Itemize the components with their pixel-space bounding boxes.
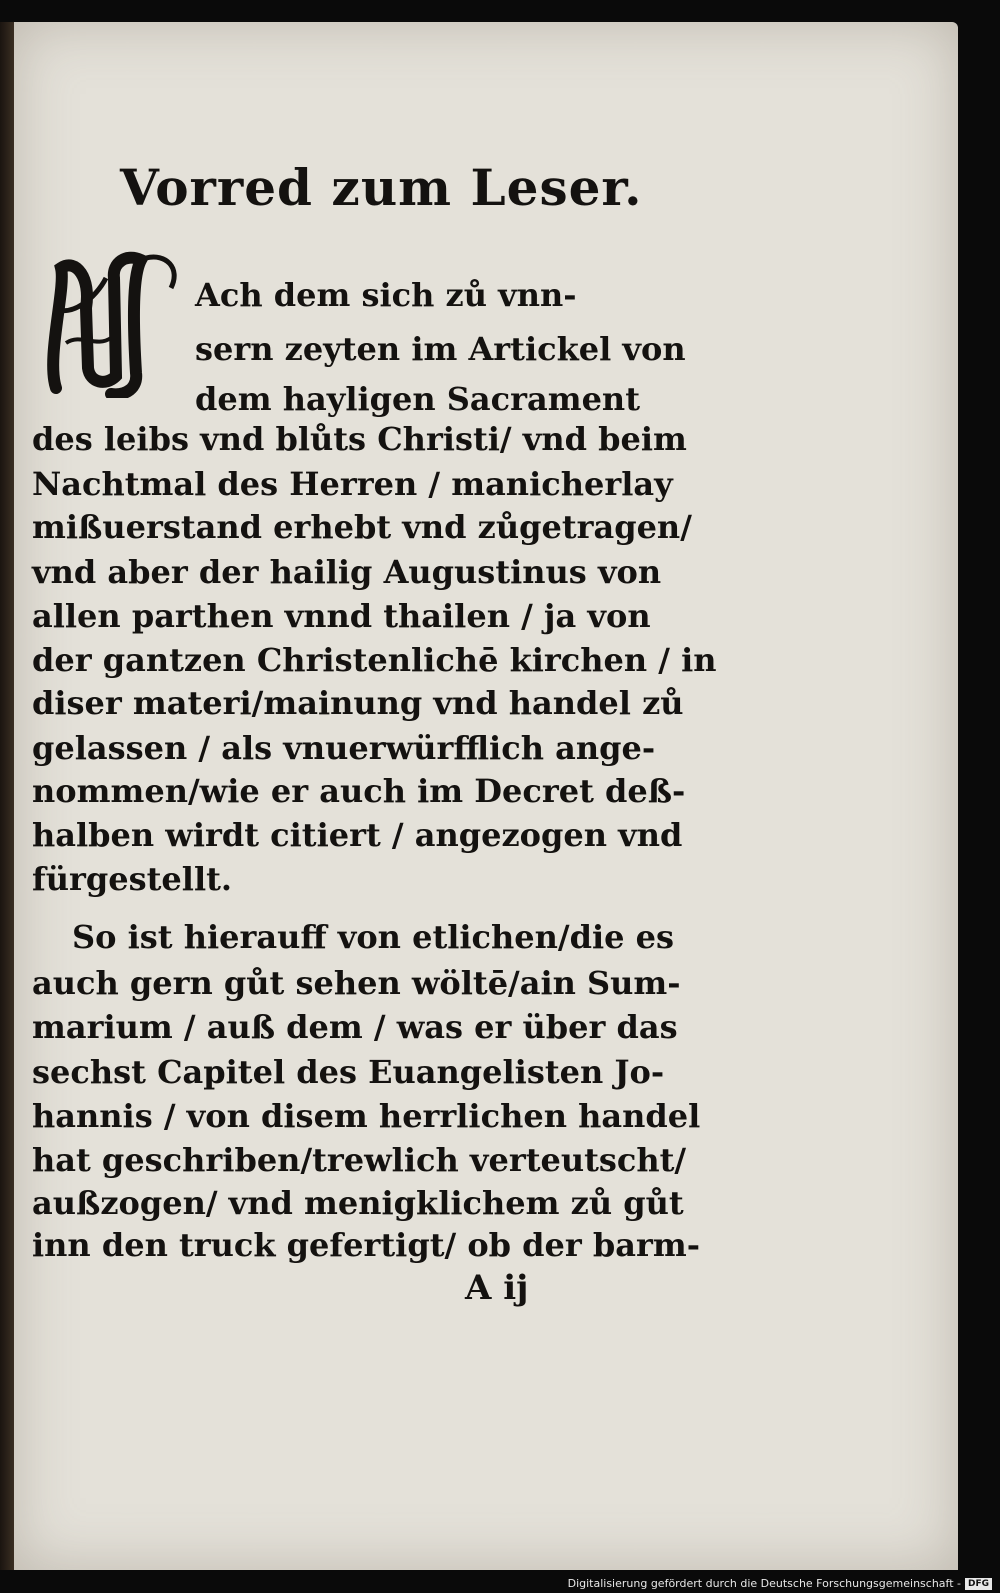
footer-credit-text: Digitalisierung gefördert durch die Deutsche Forschungsgemeinschaft - [567,1577,961,1590]
text-line: auch gern gůt sehen wöltē/ain Sum- [32,964,681,1002]
text-line: gelassen / als vnuerwürfflich ange- [32,729,656,767]
text-line: Ach dem sich zů vnn- [195,276,577,314]
text-line: mißuerstand erhebt vnd zůgetragen/ [32,508,692,546]
text-line: außzogen/ vnd menigklichem zů gůt [32,1184,684,1222]
text-line: marium / auß dem / was er über das [32,1008,678,1046]
dfg-logo: DFG [965,1578,992,1590]
drop-cap-initial [36,248,186,398]
text-line: hat geschriben/trewlich verteutscht/ [32,1141,687,1179]
footer-credit [568,1577,992,1590]
text-line: vnd aber der hailig Augustinus von [32,553,662,591]
text-line: diser materi/mainung vnd handel zů [32,684,684,722]
text-line: Nachtmal des Herren / manicherlay [32,465,673,503]
text-line: halben wirdt citiert / angezogen vnd [32,816,683,854]
text-line: der gantzen Christenlichē kirchen / in [32,641,717,679]
text-line: des leibs vnd blůts Christi/ vnd beim [32,420,687,458]
text-line: fürgestellt. [32,860,233,898]
text-line: inn den truck gefertigt/ ob der barm- [32,1226,701,1264]
page-edge [0,22,14,1570]
text-line: allen parthen vnnd thailen / ja von [32,597,651,635]
text-line: sechst Capitel des Euangelisten Jo- [32,1053,665,1091]
text-line: dem hayligen Sacrament [195,380,640,418]
text-line: So ist hierauff von etlichen/die es [72,918,674,956]
page-heading: Vorred zum Leser. [120,158,643,217]
text-line: nommen/wie er auch im Decret deß- [32,772,686,810]
signature-mark: A ij [465,1268,529,1308]
text-line: hannis / von disem herrlichen handel [32,1097,701,1135]
text-line: sern zeyten im Artickel von [195,330,686,368]
